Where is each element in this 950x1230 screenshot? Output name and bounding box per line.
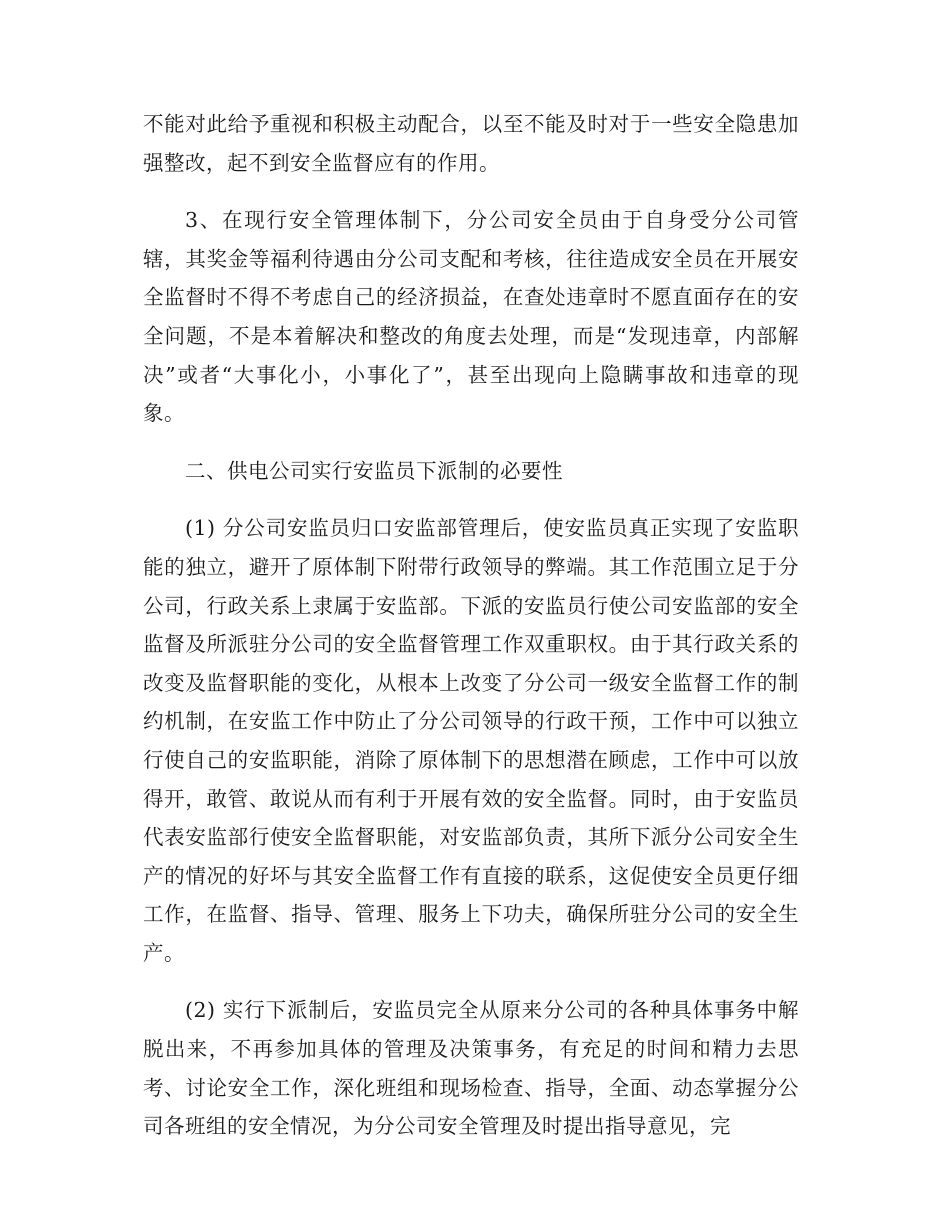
- section-heading: 二、供电公司实行安监员下派制的必要性: [185, 458, 563, 483]
- paragraph-point-1: (1) 分公司安监员归口安监部管理后，使安监员真正实现了安监职能的独立，避开了原体制下附带行政领导的弊端。其工作范围立足于分公司，行政关系上隶属于安监部。下派的安监员行使公司安监部的安全监督及所派驻分公司的安全监督管理工作双重职权。由于其行政关系的改变及监督职能的变化，从根本上改变了分公司一级安全监督工作的制约机制，在安监工作中防止了分公司领导的行政干预，工作中可以独立行使自己的安监职能，消除了原体制下的思想潜在顾虑，工作中可以放得开，敢管、敢说从而有利于开展有效的安全监督。同时，由于安监员代表安监部行使安全监督职能，对安监部负责，其所下派分公司安全生产的情况的好坏与其安全监督工作有直接的联系，这促使安全员更仔细工作，在监督、指导、管理、服务上下功夫，确保所驻分公司的安全生产。: [143, 516, 799, 965]
- paragraph-item-3: 3、在现行安全管理体制下，分公司安全员由于自身受分公司管辖，其奖金等福利待遇由分公司支配和考核，往往造成安全员在开展安全监督时不得不考虑自己的经济损益，在查处违章时不愿直面存在的安全问题，不是本着解决和整改的角度去处理，而是“发现违章，内部解决”或者“大事化小，小事化了”，甚至出现向上隐瞒事故和违章的现象。: [143, 208, 799, 426]
- paragraph-continuation: 不能对此给予重视和积极主动配合，以至不能及时对于一些安全隐患加强整改，起不到安全监督应有的作用。: [143, 112, 799, 175]
- document-page: [143, 105, 799, 1165]
- paragraph-point-2: (2) 实行下派制后，安监员完全从原来分公司的各种具体事务中解脱出来，不再参加具体的管理及决策事务，有充足的时间和精力去思考、讨论安全工作，深化班组和现场检查、指导，全面、动态掌握分公司各班组的安全情况，为分公司安全管理及时提出指导意见，完: [143, 998, 799, 1139]
